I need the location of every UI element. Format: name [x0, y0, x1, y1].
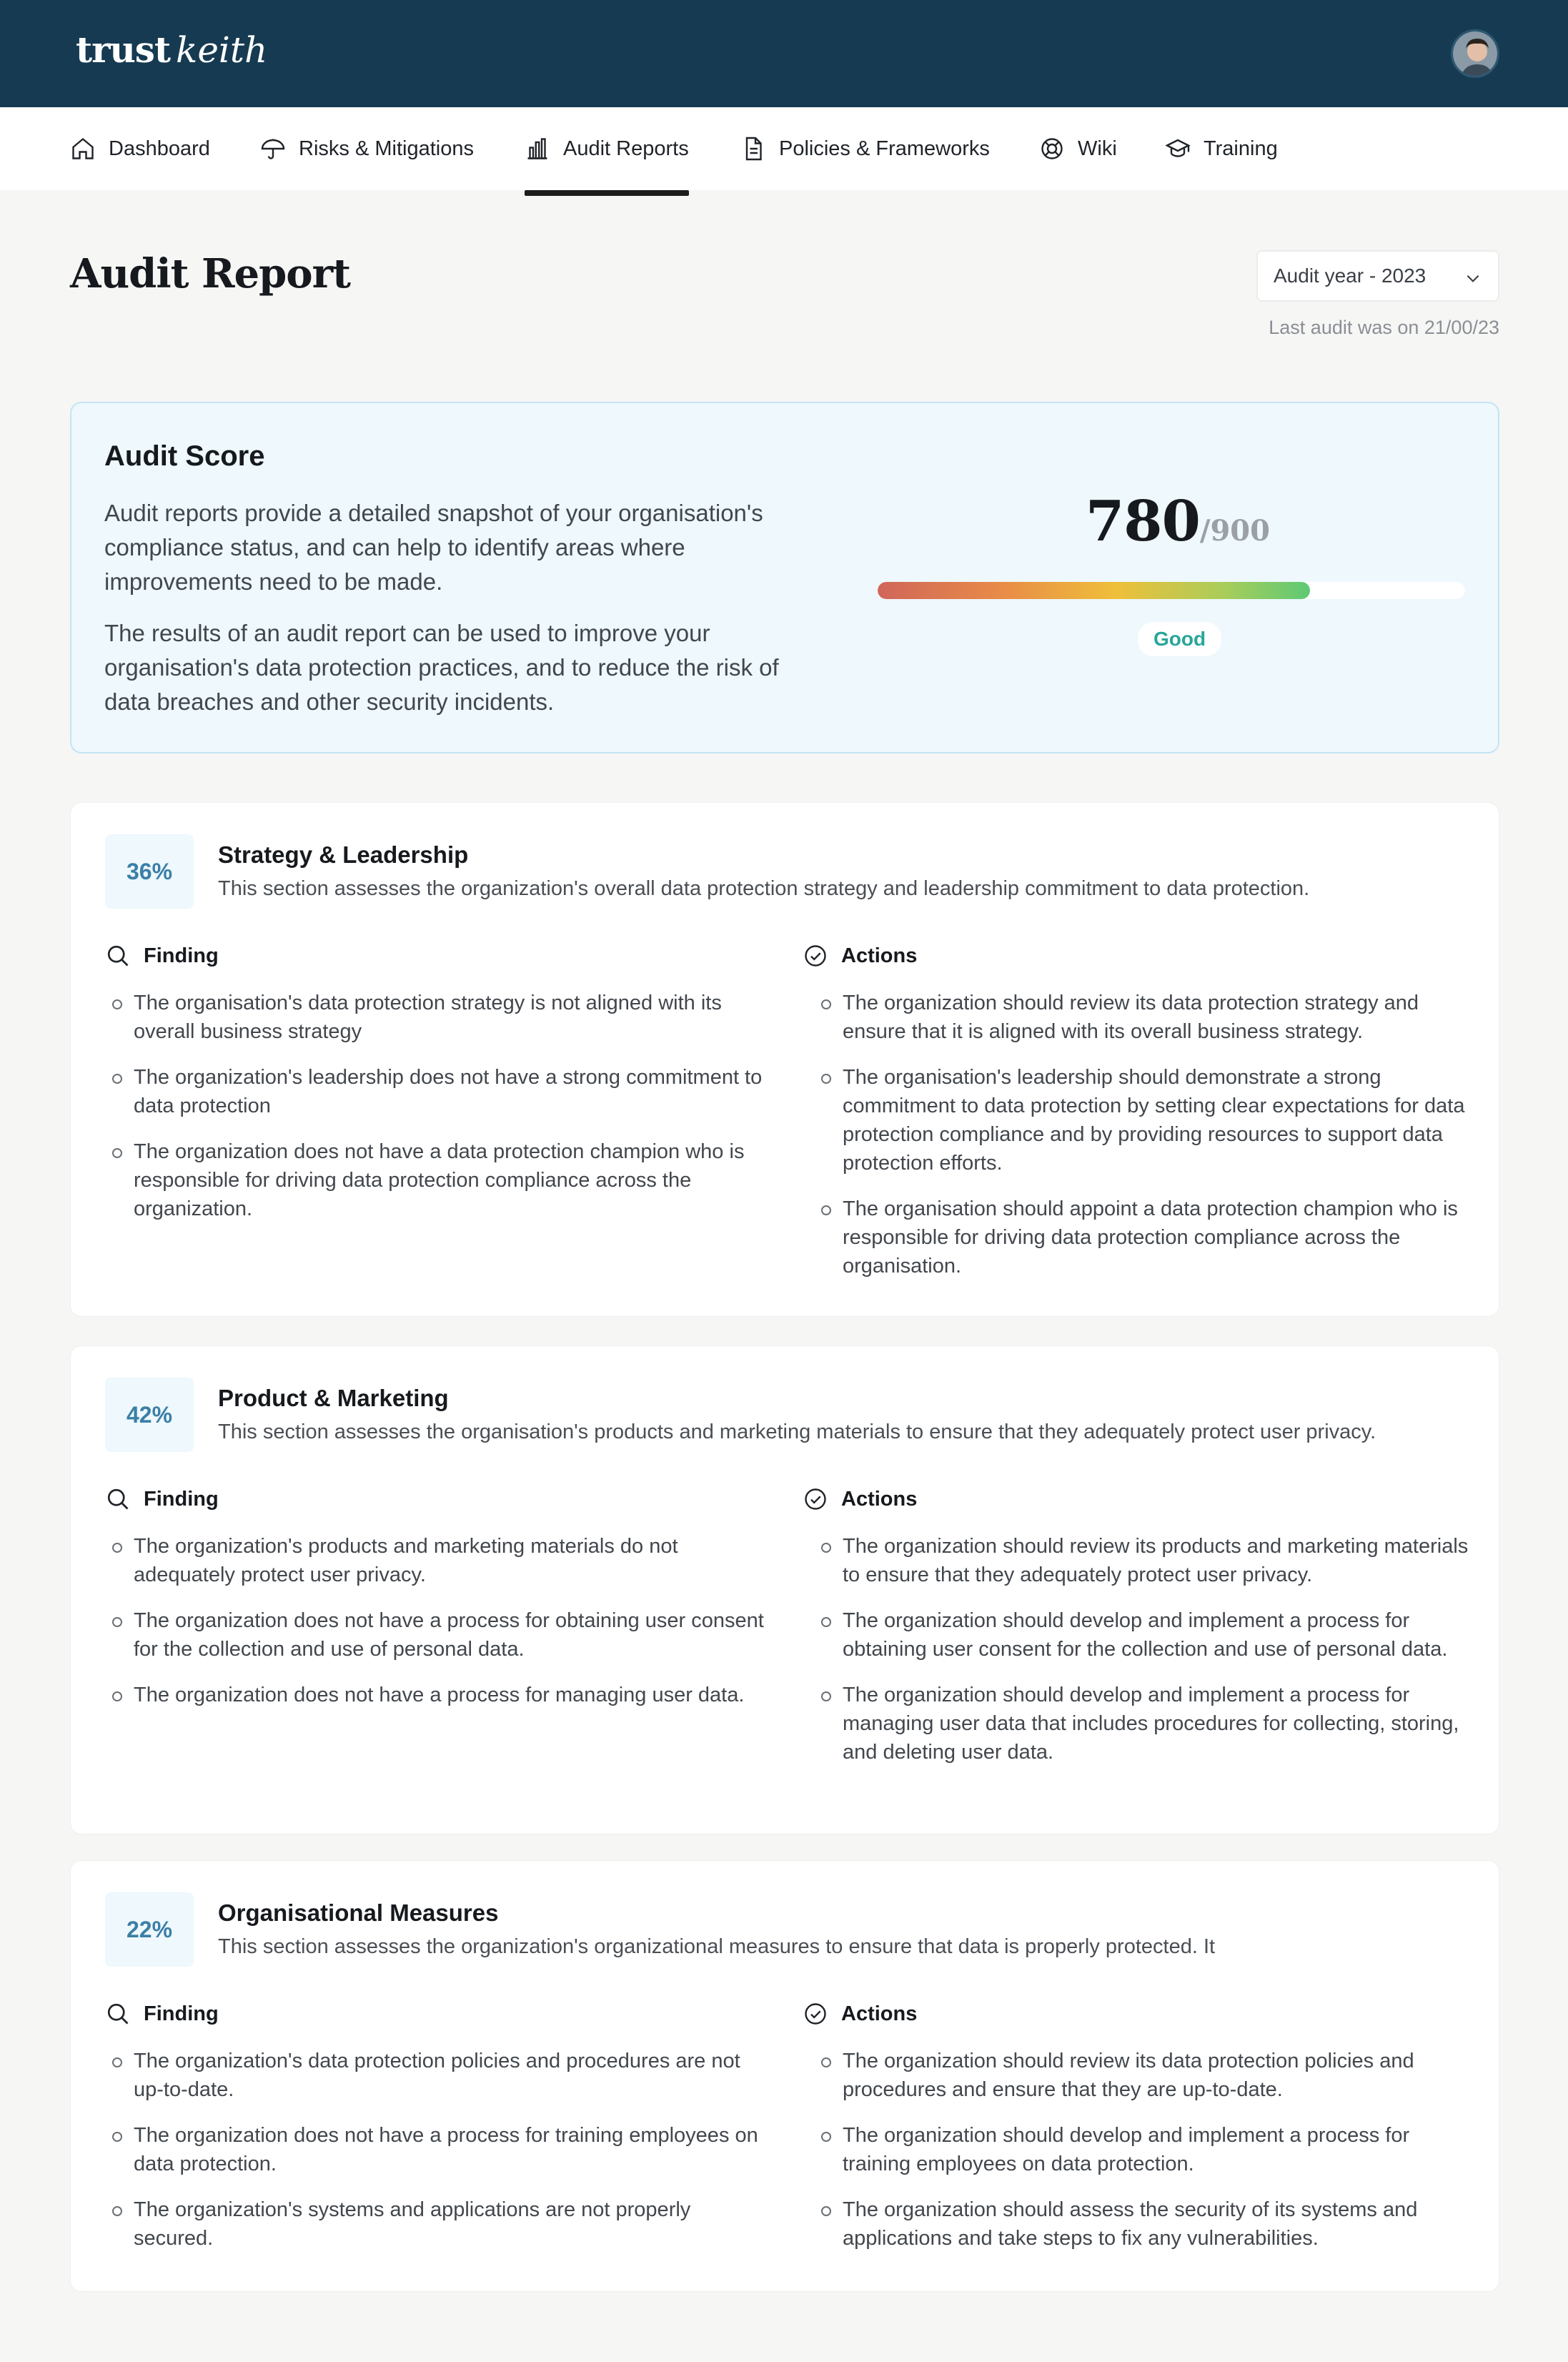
audit-year-value: Audit year - 2023: [1274, 265, 1426, 287]
findings-list: [105, 989, 774, 1240]
finding-label: Finding: [144, 2002, 219, 2025]
action-item: The organisation should appoint a data protection champion who is responsible for driving data protection compliance across the organisation.: [814, 1195, 1472, 1280]
findings-list: [105, 1532, 774, 1726]
last-audit-date: Last audit was on 21/00/23: [1269, 317, 1499, 338]
action-item: The organization should develop and implement a process for training employees on data protection.: [814, 2121, 1472, 2178]
section-description: This section assesses the organization's organizational measures to ensure that data is properly protected. It: [218, 1935, 1216, 1958]
action-item: The organization should develop and implement a process for managing user data that includes procedures for collecting, storing, and deleting user data.: [814, 1681, 1472, 1766]
finding-item: The organization does not have a process for training employees on data protection.: [105, 2121, 774, 2178]
section-percent: 42%: [105, 1378, 194, 1452]
actions-list: [814, 1532, 1472, 1784]
section-percent: 22%: [105, 1892, 194, 1967]
actions-header: [803, 943, 917, 969]
nav-wiki[interactable]: [1039, 107, 1117, 190]
actions-list: [814, 2047, 1472, 2270]
section-description: This section assesses the organisation's products and marketing materials to ensure that they adequately protect user privacy.: [218, 1420, 1376, 1443]
score-max: /900: [1199, 514, 1270, 548]
user-avatar[interactable]: [1451, 29, 1499, 78]
page-title: Audit Report: [70, 250, 351, 297]
score-progress-fill: [878, 582, 1310, 599]
finding-item: The organisation's data protection strategy is not aligned with its overall business strategy: [105, 989, 774, 1046]
top-header: [0, 0, 1568, 107]
nav-policies-frameworks[interactable]: [740, 107, 990, 190]
brand-word-trust: trust: [76, 29, 171, 71]
section-title: Strategy & Leadership: [218, 841, 469, 868]
section-percent: 36%: [105, 834, 194, 909]
audit-score-value: [878, 489, 1478, 554]
finding-label: Finding: [144, 944, 219, 967]
section-organisational-measures: [70, 1860, 1499, 2292]
actions-label: Actions: [841, 944, 918, 967]
audit-score-description: [104, 496, 805, 719]
score-paragraph-2: The results of an audit report can be used to improve your organisation's data protection practices, and to reduce the risk of data breaches and other security incidents.: [104, 620, 779, 715]
finding-header: [105, 1486, 219, 1512]
lifebuoy-icon: [1039, 136, 1065, 162]
nav-dashboard[interactable]: [70, 107, 210, 190]
actions-label: Actions: [841, 1487, 918, 1511]
section-product-marketing: [70, 1345, 1499, 1834]
action-item: The organization should develop and implement a process for obtaining user consent for the collection and use of personal data.: [814, 1606, 1472, 1664]
nav-label: Risks & Mitigations: [299, 137, 474, 160]
check-circle-icon: [803, 2001, 828, 2027]
check-circle-icon: [803, 1486, 828, 1512]
nav-audit-reports[interactable]: [525, 107, 689, 190]
nav-training[interactable]: [1165, 107, 1278, 190]
actions-list: [814, 989, 1472, 1298]
score-progress-track: [878, 582, 1465, 599]
search-icon: [105, 1486, 131, 1512]
avatar-image: [1453, 31, 1499, 78]
score-rating-badge: Good: [1138, 622, 1221, 656]
action-item: The organization should review its products and marketing materials to ensure that they adequately protect user privacy.: [814, 1532, 1472, 1589]
action-item: The organization should review its data protection strategy and ensure that it is aligned with its overall business strategy.: [814, 989, 1472, 1046]
section-title: Organisational Measures: [218, 1899, 499, 1926]
action-item: The organization should review its data protection policies and procedures and ensure that they are up-to-date.: [814, 2047, 1472, 2104]
finding-item: The organization does not have a process for managing user data.: [105, 1681, 774, 1709]
nav-label: Policies & Frameworks: [779, 137, 990, 160]
actions-header: [803, 2001, 917, 2027]
nav-risks-mitigations[interactable]: [260, 107, 474, 190]
finding-header: [105, 943, 219, 969]
finding-item: The organization's leadership does not have a strong commitment to data protection: [105, 1063, 774, 1120]
nav-label: Training: [1204, 137, 1278, 160]
brand-logo[interactable]: [76, 29, 267, 71]
main-nav: [0, 107, 1568, 190]
finding-header: [105, 2001, 219, 2027]
findings-list: [105, 2047, 774, 2270]
section-strategy-leadership: [70, 802, 1499, 1317]
finding-item: The organization's products and marketing materials do not adequately protect user privacy.: [105, 1532, 774, 1589]
audit-score-card: [70, 402, 1499, 753]
section-description: This section assesses the organization's overall data protection strategy and leadership commitment to data protection.: [218, 877, 1310, 900]
audit-score-title: Audit Score: [104, 440, 265, 472]
umbrella-icon: [260, 136, 286, 162]
action-item: The organisation's leadership should demonstrate a strong commitment to data protection by setting clear expectations for data protection compliance and by providing resources to support data protection efforts.: [814, 1063, 1472, 1177]
audit-year-select[interactable]: [1256, 250, 1499, 302]
nav-label: Dashboard: [109, 137, 210, 160]
check-circle-icon: [803, 943, 828, 969]
finding-item: The organization does not have a process for obtaining user consent for the collection and use of personal data.: [105, 1606, 774, 1664]
nav-label: Wiki: [1078, 137, 1117, 160]
finding-item: The organization's data protection policies and procedures are not up-to-date.: [105, 2047, 774, 2104]
home-icon: [70, 136, 96, 162]
nav-label: Audit Reports: [563, 137, 689, 160]
brand-word-keith: keith: [176, 29, 268, 71]
actions-label: Actions: [841, 2002, 918, 2025]
search-icon: [105, 2001, 131, 2027]
score-paragraph-1: Audit reports provide a detailed snapshot of your organisation's compliance status, and can help to identify areas where improvements need to be made.: [104, 500, 763, 595]
graduation-cap-icon: [1165, 136, 1191, 162]
document-icon: [740, 136, 766, 162]
score-number: 780: [1086, 489, 1200, 554]
finding-item: The organization does not have a data protection champion who is responsible for driving data protection compliance across the organization.: [105, 1137, 774, 1223]
chevron-down-icon: [1464, 269, 1482, 287]
search-icon: [105, 943, 131, 969]
action-item: The organization should assess the security of its systems and applications and take steps to fix any vulnerabilities.: [814, 2195, 1472, 2253]
section-title: Product & Marketing: [218, 1385, 449, 1411]
finding-item: The organization's systems and applications are not properly secured.: [105, 2195, 774, 2253]
bar-chart-icon: [525, 136, 550, 162]
finding-label: Finding: [144, 1487, 219, 1511]
actions-header: [803, 1486, 917, 1512]
